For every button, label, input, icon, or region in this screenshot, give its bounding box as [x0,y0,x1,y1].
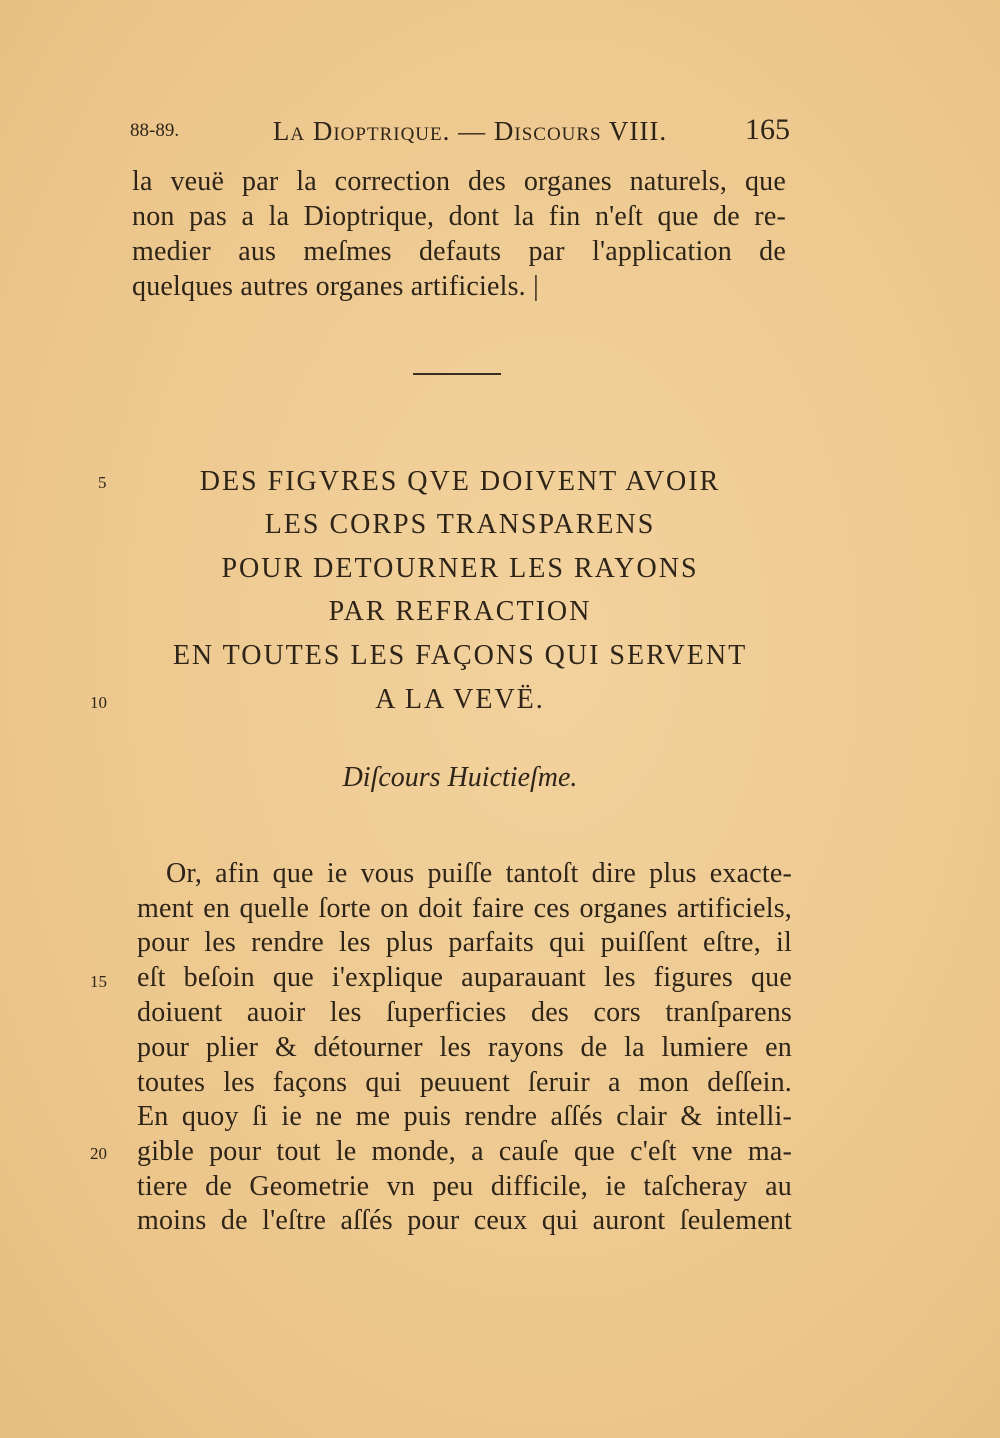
text-line: non pas a la Dioptrique, dont la fin n'eſt que de re- [132,201,786,232]
text-line: toutes les façons qui peuuent ſeruir a mon deſſein. [137,1067,792,1098]
text-line: En quoy ſi ie ne me puis rendre aſſés clair & intelli- [137,1101,792,1132]
heading-line: DES FIGVRES QVE DOIVENT AVOIR [199,466,721,497]
section-divider [413,373,501,375]
text-line: eſt beſoin que i'explique auparauant les figures que [137,962,792,993]
heading-line: POUR DETOURNER LES RAYONS [221,553,699,584]
line-number-15: 15 [90,972,107,991]
line-number-20: 20 [90,1144,107,1163]
text-line: Or, afin que ie vous puiſſe tantoſt dire plus exacte- [166,858,792,889]
heading-line: LES CORPS TRANSPARENS [264,509,656,540]
line-number-10: 10 [90,693,107,712]
text-line: la veuë par la correction des organes naturels, que [132,166,786,197]
line-number-5: 5 [98,473,107,492]
header-reference: 88-89. [130,120,180,141]
page-number: 165 [745,113,790,146]
heading-line: PAR REFRACTION [328,596,592,627]
text-line: tiere de Geometrie vn peu difficile, ie taſcheray au [137,1171,792,1202]
running-head: La Dioptrique. — Discours VIII. [272,116,668,146]
text-line: ment en quelle ſorte on doit faire ces organes artificiels, [137,893,792,924]
heading-line: EN TOUTES LES FAÇONS QUI SERVENT [172,640,748,671]
text-line: pour plier & détourner les rayons de la lumiere en [137,1032,792,1063]
heading-line: A LA VEVË. [375,684,545,715]
text-line: doiuent auoir les ſuperficies des cors tranſparens [137,997,792,1028]
chapter-subtitle: Diſcours Huictieſme. [342,762,578,793]
text-line: quelques autres organes artificiels. | [132,271,539,302]
text-line: medier aus meſmes defauts par l'application de [132,236,786,267]
text-line: gible pour tout le monde, a cauſe que c'eſt vne ma- [137,1136,792,1167]
text-line: pour les rendre les plus parfaits qui puiſſent eſtre, il [137,927,792,958]
text-line: moins de l'eſtre aſſés pour ceux qui auront ſeulement [137,1205,792,1236]
